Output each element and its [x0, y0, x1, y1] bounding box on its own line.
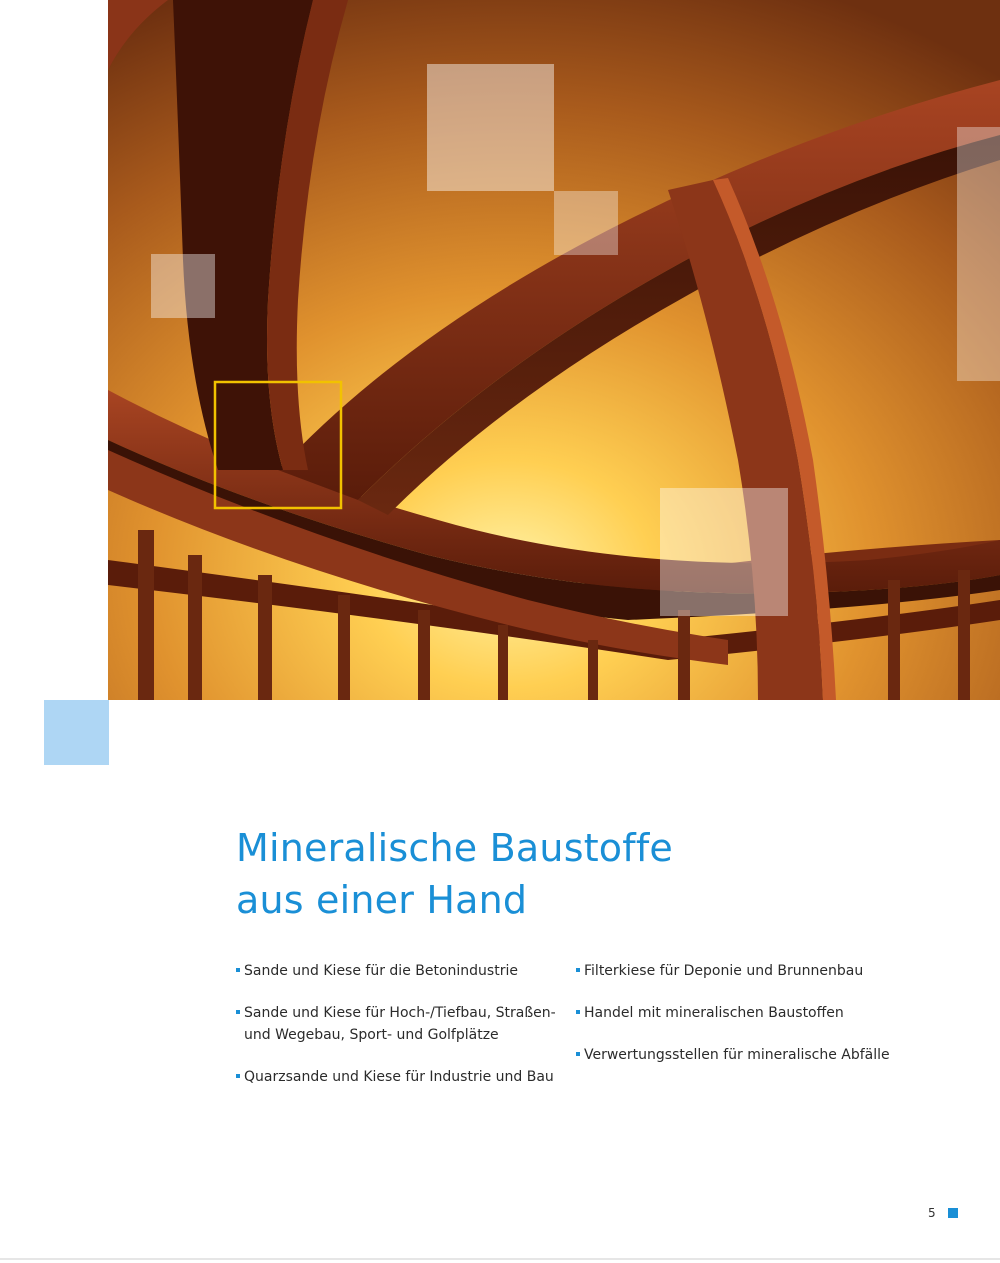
list-item-text-continued: und Wegebau, Sport- und Golfplätze: [244, 1027, 499, 1043]
product-list-right: [576, 960, 976, 1086]
bottom-rule: [0, 1258, 1000, 1260]
title-line-1: Mineralische Baustoffe: [236, 826, 673, 870]
list-item-text: Sande und Kiese für die Betonindustrie: [244, 963, 518, 979]
list-item: [236, 1002, 556, 1046]
hero-photo: [108, 0, 1000, 700]
page-marker-square: [948, 1208, 958, 1218]
list-item: [576, 960, 976, 982]
list-item-text: Sande und Kiese für Hoch-/Tiefbau, Straßen-: [244, 1005, 556, 1021]
list-item: [236, 960, 556, 982]
accent-square: [44, 700, 109, 765]
list-item: [236, 1066, 556, 1088]
list-item-text: Verwertungsstellen für mineralische Abfälle: [584, 1047, 890, 1063]
highway-overpass-image: [108, 0, 1000, 700]
list-item-text: Handel mit mineralischen Baustoffen: [584, 1005, 844, 1021]
page-number: 5: [928, 1206, 936, 1220]
list-item-text: Quarzsande und Kiese für Industrie und Bau: [244, 1069, 554, 1085]
product-list-left: [236, 960, 556, 1108]
title-line-2: aus einer Hand: [236, 878, 528, 922]
list-item-text: Filterkiese für Deponie und Brunnenbau: [584, 963, 864, 979]
list-item: [576, 1002, 976, 1024]
list-item: [576, 1044, 976, 1066]
page-title: [236, 822, 673, 926]
